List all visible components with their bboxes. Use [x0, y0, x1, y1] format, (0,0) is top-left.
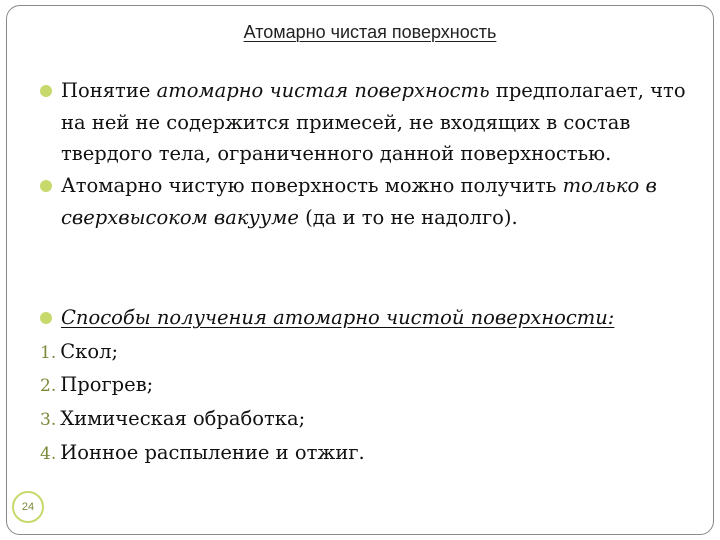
bullet-text: [61, 170, 700, 233]
list-item-text: Химическая обработка;: [60, 407, 306, 430]
slide-title: [0, 22, 720, 43]
list-number: 1.: [40, 343, 57, 363]
bullet-item-methods-heading: [40, 302, 700, 334]
text-run-italic: атомарно чистая поверхность: [156, 79, 490, 102]
list-number: 4.: [40, 444, 57, 464]
text-run-italic: только в сверхвысоком вакууме: [61, 174, 657, 229]
list-item: [40, 437, 680, 471]
list-item-text: Прогрев;: [60, 373, 154, 396]
list-item-text: Ионное распыление и отжиг.: [60, 441, 365, 464]
bullet-dot-icon: [40, 85, 52, 97]
text-run: предполагает, что на ней не содержится примесей, не входящих в состав твердого тела, ограниченного данной поверхностью.: [61, 79, 686, 165]
text-run: (да и то не надолго).: [298, 205, 518, 229]
bullet-dot-icon: [40, 180, 52, 192]
bullet-text: [61, 75, 700, 170]
methods-heading: Способы получения атомарно чистой поверхности:: [61, 306, 615, 329]
slide-title-text: Атомарно чистая поверхность: [243, 22, 497, 42]
list-item: [40, 369, 680, 403]
list-number: 3.: [40, 410, 57, 430]
page-number-badge: 24: [12, 491, 44, 523]
text-run: Понятие: [61, 79, 157, 102]
bullet-item-concept: [40, 75, 700, 170]
list-number: 2.: [40, 376, 57, 396]
text-run: Атомарно чистую поверхность можно получить: [61, 174, 563, 197]
list-item: [40, 403, 680, 437]
bullet-item-vacuum: [40, 170, 700, 233]
bullet-dot-icon: [40, 312, 52, 324]
list-item-text: Скол;: [60, 340, 119, 363]
list-item: [40, 336, 680, 370]
